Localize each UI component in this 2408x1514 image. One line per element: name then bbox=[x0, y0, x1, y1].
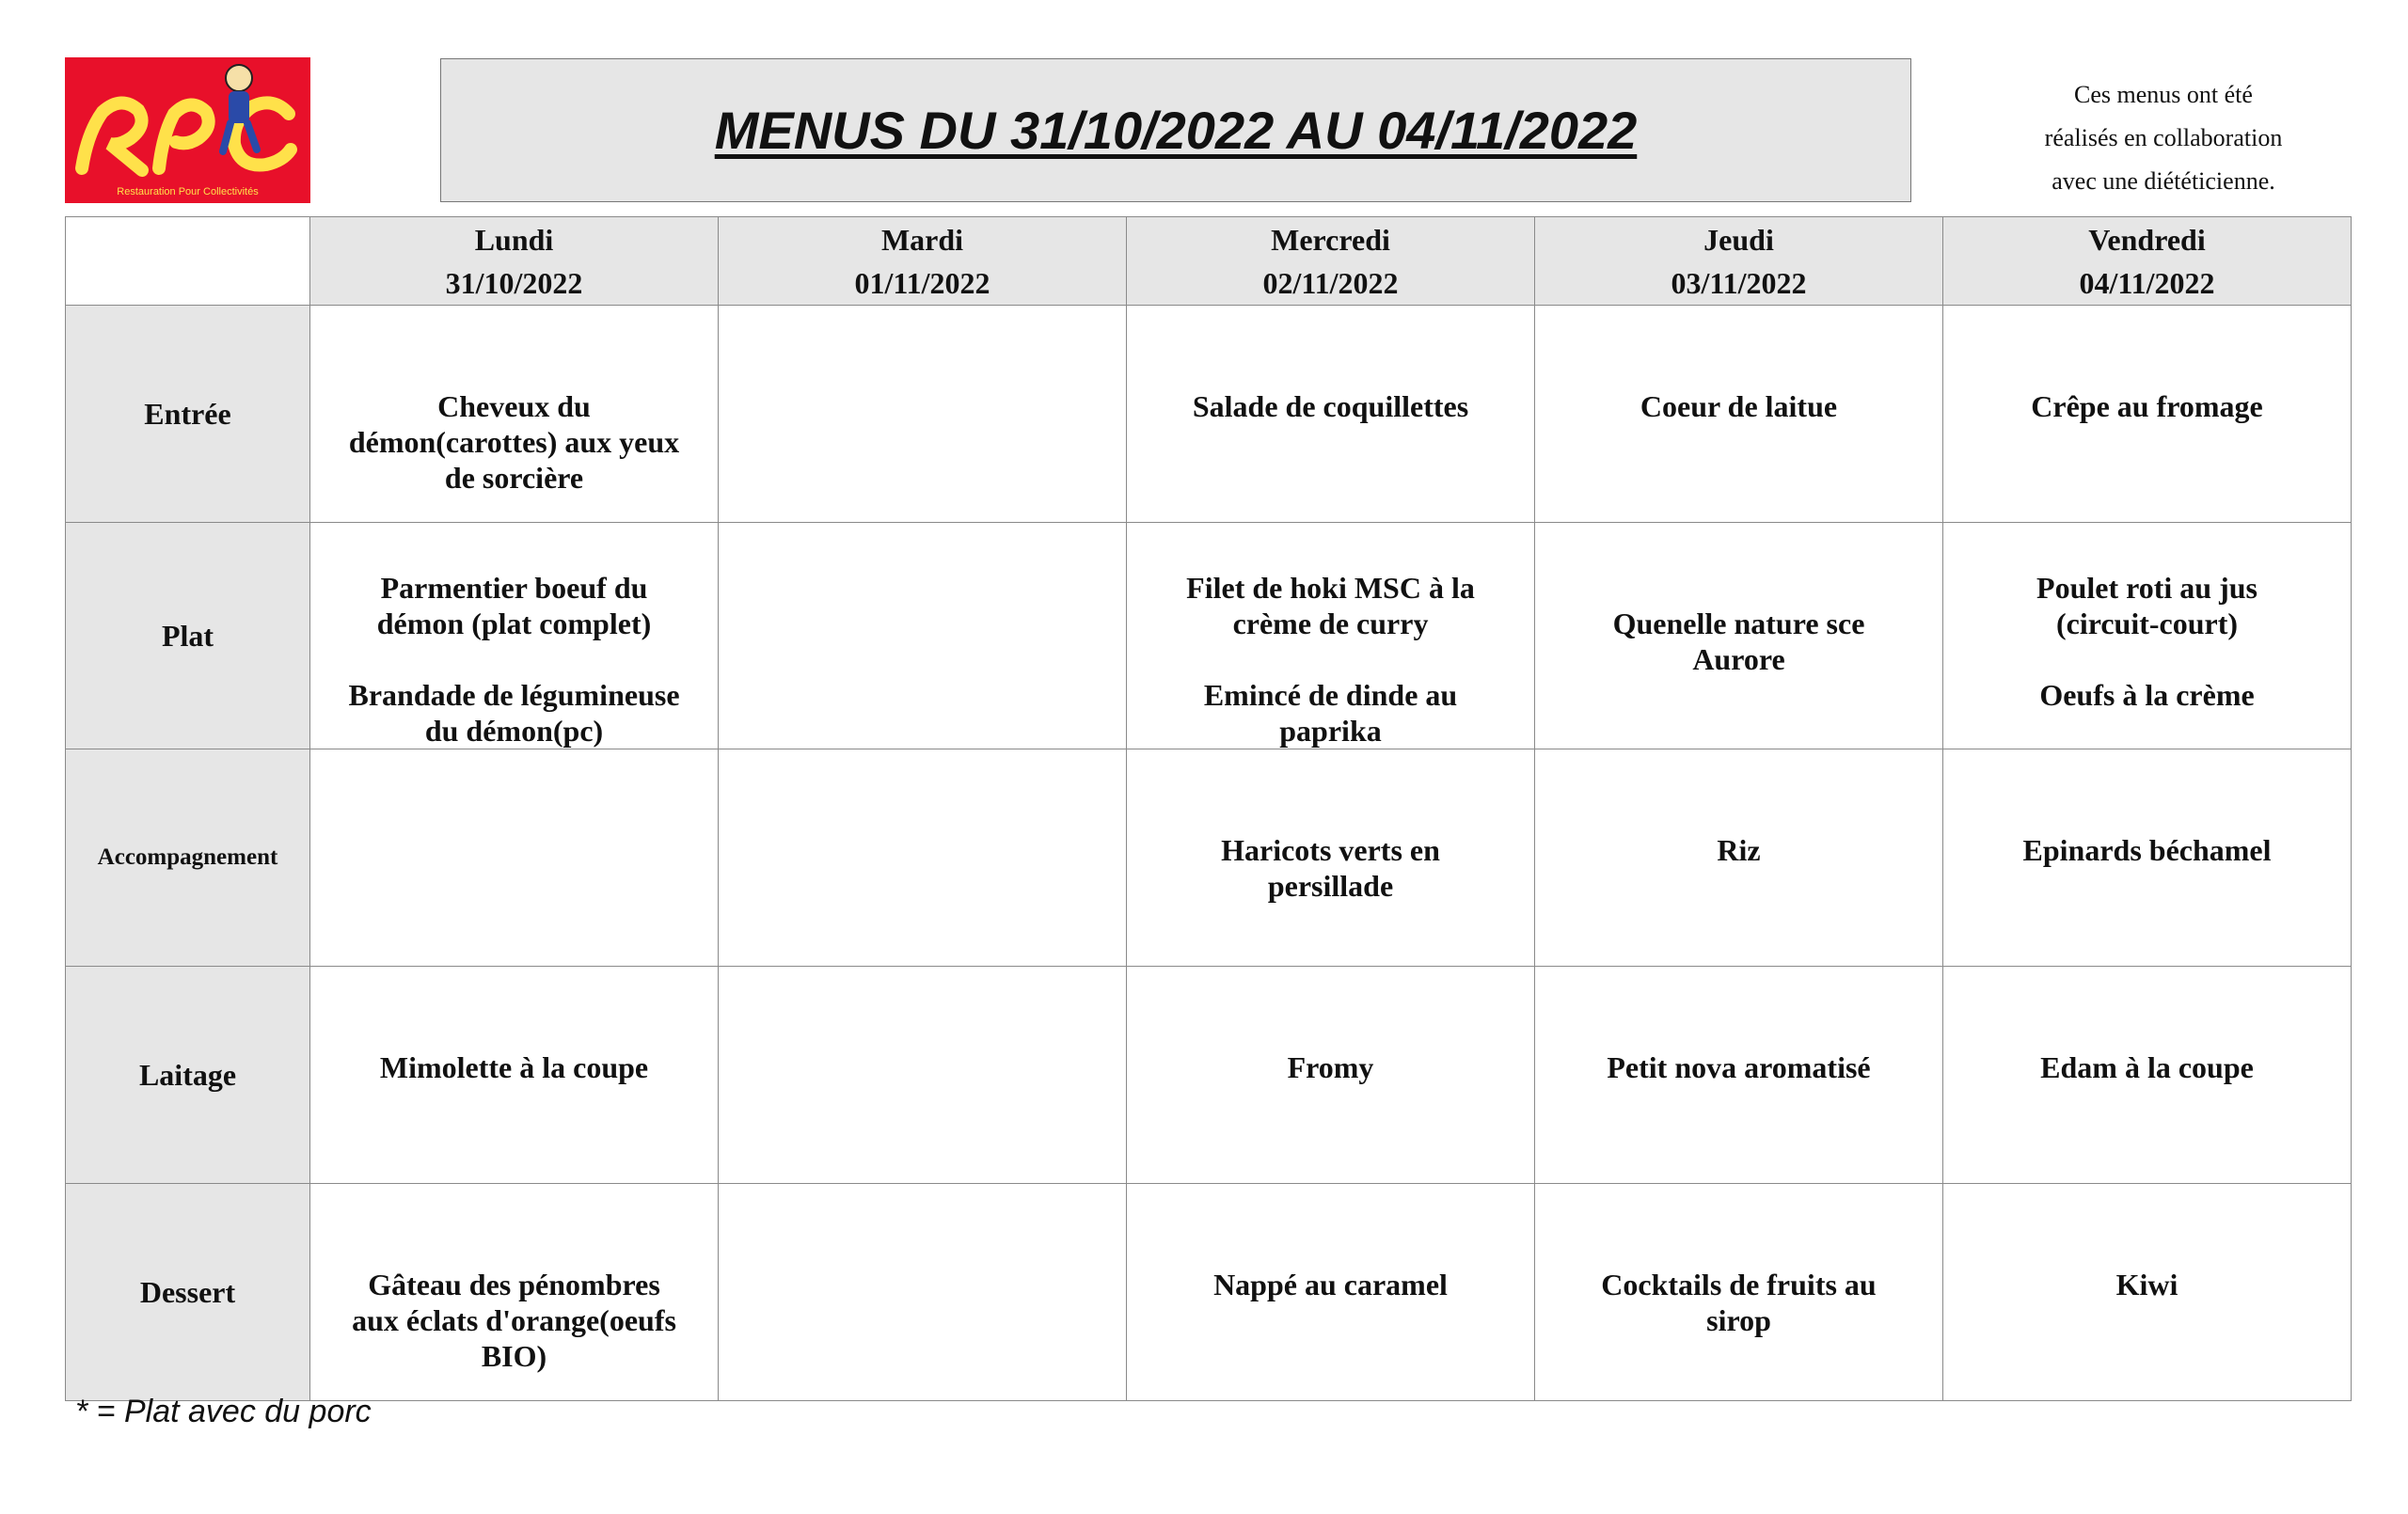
dish-line: Brandade de légumineuse bbox=[348, 678, 680, 712]
menu-row-dessert bbox=[66, 1184, 2352, 1401]
row-label: Accompagnement bbox=[66, 749, 310, 967]
menu-cell bbox=[1127, 1184, 1535, 1401]
day-header-row bbox=[66, 217, 2352, 306]
menu-cell bbox=[1943, 1184, 2352, 1401]
menu-cell bbox=[1943, 967, 2352, 1184]
rpc-logo bbox=[65, 57, 310, 203]
dish-line: Gâteau des pénombres bbox=[368, 1268, 660, 1301]
row-label: Dessert bbox=[66, 1184, 310, 1401]
day-header-mercredi: Mercredi 02/11/2022 bbox=[1127, 217, 1535, 306]
dish-line: sirop bbox=[1706, 1303, 1771, 1337]
line-gap bbox=[310, 641, 718, 677]
dish-line: (circuit-court) bbox=[2055, 607, 2239, 640]
page-title: MENUS DU 31/10/2022 AU 04/11/2022 bbox=[714, 101, 1638, 160]
dish-line: paprika bbox=[1279, 714, 1382, 748]
menu-cell bbox=[1943, 749, 2352, 967]
pork-legend: * = Plat avec du porc bbox=[75, 1394, 372, 1429]
menu-cell bbox=[310, 749, 719, 967]
menu-row-plat bbox=[66, 523, 2352, 749]
dish-line: démon (plat complet) bbox=[376, 607, 652, 640]
dish-line: du démon(pc) bbox=[424, 714, 604, 748]
menu-cell bbox=[1943, 523, 2352, 749]
menu-cell bbox=[719, 749, 1127, 967]
row-label: Entrée bbox=[66, 306, 310, 523]
dish-line: démon(carottes) aux yeux bbox=[348, 425, 680, 459]
day-header-vendredi: Vendredi 04/11/2022 bbox=[1943, 217, 2352, 306]
dish-line: crème de curry bbox=[1232, 607, 1429, 640]
menu-cell bbox=[1127, 523, 1535, 749]
note-line: réalisés en collaboration bbox=[2044, 124, 2283, 151]
dish-line: Quenelle nature sce bbox=[1612, 607, 1865, 640]
dish-line: Filet de hoki MSC à la bbox=[1186, 571, 1475, 605]
dish-line: Petit nova aromatisé bbox=[1607, 1050, 1871, 1084]
dish-line: Cheveux du bbox=[437, 389, 591, 423]
menu-row-laitage bbox=[66, 967, 2352, 1184]
menu-cell bbox=[1535, 523, 1943, 749]
menu-cell bbox=[719, 1184, 1127, 1401]
menu-cell bbox=[1535, 749, 1943, 967]
dish-line: Edam à la coupe bbox=[2040, 1050, 2254, 1084]
dish-line: Nappé au caramel bbox=[1213, 1268, 1448, 1301]
dish-line: Crêpe au fromage bbox=[2031, 389, 2263, 423]
dietitian-note bbox=[1966, 73, 2361, 203]
dish-line: Parmentier boeuf du bbox=[380, 571, 648, 605]
menu-cell bbox=[1127, 306, 1535, 523]
dish-line: Oeufs à la crème bbox=[2039, 678, 2255, 712]
menu-cell bbox=[1535, 306, 1943, 523]
line-gap bbox=[1535, 570, 1942, 606]
menu-cell bbox=[310, 523, 719, 749]
note-line: avec une diététicienne. bbox=[2052, 167, 2275, 195]
row-label: Laitage bbox=[66, 967, 310, 1184]
line-gap bbox=[1127, 641, 1534, 677]
dish-line: BIO) bbox=[481, 1339, 547, 1373]
row-label: Plat bbox=[66, 523, 310, 749]
dish-line: aux éclats d'orange(oeufs bbox=[352, 1303, 676, 1337]
menu-cell bbox=[1127, 967, 1535, 1184]
dish-line: de sorcière bbox=[444, 461, 584, 495]
menu-cell bbox=[1127, 749, 1535, 967]
dish-line: Coeur de laitue bbox=[1640, 389, 1838, 423]
day-header-lundi: Lundi 31/10/2022 bbox=[310, 217, 719, 306]
corner-cell bbox=[66, 217, 310, 306]
day-header-mardi: Mardi 01/11/2022 bbox=[719, 217, 1127, 306]
logo-tagline: Restauration Pour Collectivités bbox=[117, 186, 259, 197]
menu-cell bbox=[1535, 1184, 1943, 1401]
dish-line: Aurore bbox=[1692, 642, 1785, 676]
menu-cell bbox=[719, 523, 1127, 749]
dish-line: Poulet roti au jus bbox=[2036, 571, 2258, 605]
dish-line: Kiwi bbox=[2115, 1268, 2178, 1301]
dish-line: persillade bbox=[1267, 869, 1394, 903]
dish-line: Fromy bbox=[1287, 1050, 1374, 1084]
day-header-jeudi: Jeudi 03/11/2022 bbox=[1535, 217, 1943, 306]
menu-cell bbox=[719, 967, 1127, 1184]
menu-body bbox=[66, 306, 2352, 1401]
menu-cell bbox=[310, 967, 719, 1184]
menu-cell bbox=[310, 1184, 719, 1401]
dish-line: Salade de coquillettes bbox=[1192, 389, 1469, 423]
menu-cell bbox=[1535, 967, 1943, 1184]
note-line: Ces menus ont été bbox=[2074, 81, 2253, 108]
menu-row-entree bbox=[66, 306, 2352, 523]
menu-cell bbox=[719, 306, 1127, 523]
dish-line: Cocktails de fruits au bbox=[1601, 1268, 1877, 1301]
logo-graphic bbox=[65, 57, 310, 203]
line-gap bbox=[1943, 641, 2351, 677]
menu-table bbox=[65, 216, 2352, 1401]
menu-cell bbox=[1943, 306, 2352, 523]
menu-cell bbox=[310, 306, 719, 523]
dish-line: Epinards béchamel bbox=[2022, 833, 2272, 867]
dish-line: Riz bbox=[1717, 833, 1761, 867]
dish-line: Emincé de dinde au bbox=[1203, 678, 1458, 712]
dish-line: Mimolette à la coupe bbox=[379, 1050, 649, 1084]
title-box bbox=[440, 58, 1911, 202]
dish-line: Haricots verts en bbox=[1221, 833, 1440, 867]
menu-row-accompagnement bbox=[66, 749, 2352, 967]
